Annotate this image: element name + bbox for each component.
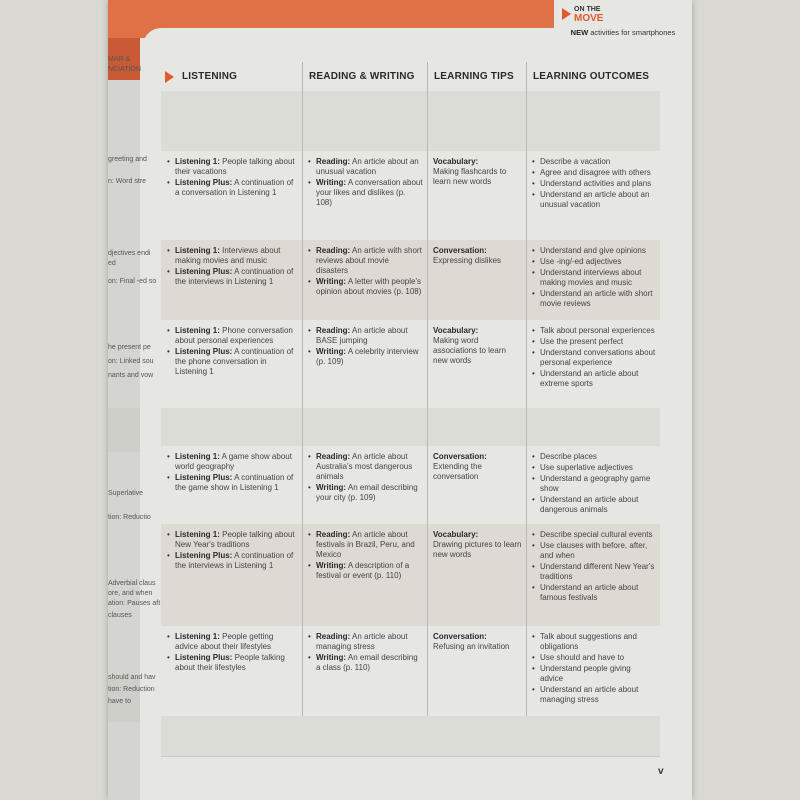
item-text: An email describing a class (p. 110): [316, 653, 418, 672]
list-item: [308, 452, 423, 482]
item-text: A continuation of the phone conversation in Listening 1: [175, 347, 294, 376]
learning-outcomes-cell: [527, 446, 660, 516]
outcome-item: • Understand conversations about personal experience: [532, 348, 656, 368]
left-strip-band: [108, 408, 140, 452]
outcome-item: • Understand people giving advice: [532, 664, 656, 684]
syllabus-table: [161, 62, 660, 704]
header-learning-tips: LEARNING TIPS: [434, 71, 514, 82]
outcome-item: • Understand different New Year's traditions: [532, 562, 656, 582]
outcome-item: • Understand an article about extreme sports: [532, 369, 656, 389]
reading-writing-cell: [303, 524, 427, 582]
left-column-fragment: djectives endi: [108, 250, 151, 257]
outcome-item: • Use the present perfect: [532, 337, 656, 347]
list-item: [308, 530, 423, 560]
listening-cell: [161, 446, 302, 494]
item-text: An article with short reviews about movie disasters: [316, 246, 422, 275]
tip-label: Vocabulary:: [433, 530, 479, 539]
item-text: Phone conversation about personal experiences: [175, 326, 293, 345]
header-listening: [161, 62, 302, 91]
tip-text: Extending the conversation: [433, 462, 482, 481]
left-column-fragment: tion: Reduction: [108, 686, 155, 693]
left-column-fragment: have to: [108, 698, 131, 705]
unit-banner-row: [161, 91, 660, 151]
list-item: [308, 326, 423, 346]
learning-outcomes-cell: [527, 626, 660, 706]
list-item: [167, 267, 298, 287]
list-item: [167, 452, 298, 472]
tip-text: Drawing pictures to learn new words: [433, 540, 522, 559]
item-label: Listening 1:: [175, 530, 220, 539]
tip-text: Making flashcards to learn new words: [433, 167, 507, 186]
item-label: Reading:: [316, 246, 351, 255]
learning-tip-cell: [428, 240, 526, 266]
item-text: People talking about their lifestyles: [175, 653, 285, 672]
left-column-fragment: greeting and: [108, 156, 147, 163]
left-column-fragment: NCIATION: [108, 66, 141, 73]
column-divider: [302, 62, 303, 716]
list-item: [308, 632, 423, 652]
listening-cell: [161, 151, 302, 199]
left-column-fragment: Adverbial claus: [108, 580, 156, 587]
list-item: [308, 178, 423, 208]
play-triangle-icon: [562, 8, 571, 20]
outcome-item: • Understand an article about managing stress: [532, 685, 656, 705]
reading-writing-cell: [303, 446, 427, 504]
item-label: Reading:: [316, 157, 351, 166]
list-item: [167, 246, 298, 266]
list-item: [308, 483, 423, 503]
table-row: [161, 626, 660, 716]
item-label: Listening Plus:: [175, 653, 233, 662]
item-label: Listening Plus:: [175, 267, 233, 276]
learning-tip-cell: [428, 320, 526, 366]
learning-tip-cell: [428, 626, 526, 652]
table-row: [161, 446, 660, 524]
item-label: Listening 1:: [175, 452, 220, 461]
left-column-fragment: he present pe: [108, 344, 151, 351]
item-text: A celebrity interview (p. 109): [316, 347, 419, 366]
outcome-item: • Understand an article with short movie reviews: [532, 289, 656, 309]
list-item: [308, 277, 423, 297]
outcome-item: • Understand activities and plans: [532, 179, 656, 189]
left-column-fragment: MAR &: [108, 56, 131, 63]
learning-outcomes-cell: [527, 151, 660, 211]
list-item: [167, 530, 298, 550]
logo-on-the: ON THE: [574, 6, 601, 13]
item-text: An email describing your city (p. 109): [316, 483, 418, 502]
item-text: A description of a festival or event (p. 110): [316, 561, 410, 580]
list-item: [167, 653, 298, 673]
table-row: [161, 524, 660, 626]
outcome-item: • Understand an article about an unusual vacation: [532, 190, 656, 210]
tip-text: Making word associations to learn new words: [433, 336, 506, 365]
left-column-fragment: ore, and when: [108, 590, 153, 597]
outcome-item: • Talk about personal experiences: [532, 326, 656, 336]
left-column-fragment: tion: Reductio: [108, 514, 151, 521]
list-item: [308, 246, 423, 276]
column-divider: [427, 62, 428, 716]
tip-text: Refusing an invitation: [433, 642, 510, 651]
listening-cell: [161, 524, 302, 572]
textbook-page: [108, 0, 692, 800]
list-item: [167, 473, 298, 493]
list-item: [308, 347, 423, 367]
tip-label: Conversation:: [433, 632, 487, 641]
outcome-item: • Describe special cultural events: [532, 530, 656, 540]
item-text: A continuation of the interviews in Listening 1: [175, 267, 294, 286]
learning-outcomes-cell: [527, 524, 660, 604]
item-label: Listening Plus:: [175, 347, 233, 356]
item-label: Listening Plus:: [175, 473, 233, 482]
list-item: [167, 157, 298, 177]
learning-outcomes-cell: [527, 240, 660, 310]
listening-cell: [161, 626, 302, 674]
item-label: Listening 1:: [175, 632, 220, 641]
learning-tip-cell: [428, 446, 526, 482]
tip-label: Conversation:: [433, 246, 487, 255]
outcome-item: • Use clauses with before, after, and when: [532, 541, 656, 561]
item-text: Interviews about making movies and music: [175, 246, 281, 265]
item-label: Reading:: [316, 452, 351, 461]
item-text: An article about an unusual vacation: [316, 157, 419, 176]
item-text: A game show about world geography: [175, 452, 292, 471]
header-label: LISTENING: [182, 71, 238, 82]
item-text: A continuation of the game show in Listening 1: [175, 473, 294, 492]
learning-outcomes-cell: [527, 320, 660, 390]
item-text: An article about festivals in Brazil, Peru, and Mexico: [316, 530, 415, 559]
outcome-item: • Understand a geography game show: [532, 474, 656, 494]
on-the-move-subtitle: [554, 28, 692, 37]
left-column-fragment: Superlative: [108, 490, 144, 497]
item-label: Listening Plus:: [175, 178, 233, 187]
table-row: [161, 320, 660, 408]
item-label: Writing:: [316, 178, 347, 187]
outcome-item: • Understand an article about famous festivals: [532, 583, 656, 603]
outcome-item: • Use superlative adjectives: [532, 463, 656, 473]
tip-label: Vocabulary:: [433, 326, 479, 335]
item-label: Reading:: [316, 326, 351, 335]
outcome-item: • Use should and have to: [532, 653, 656, 663]
item-label: Listening 1:: [175, 246, 220, 255]
item-label: Writing:: [316, 347, 347, 356]
page-number: v: [658, 766, 664, 777]
list-item: [167, 632, 298, 652]
item-text: People talking about New Year's traditions: [175, 530, 295, 549]
left-column-fragment: ed: [108, 260, 116, 267]
outcome-item: • Use -ing/-ed adjectives: [532, 257, 656, 267]
header-reading-writing: READING & WRITING: [309, 71, 415, 82]
item-label: Writing:: [316, 561, 347, 570]
list-item: [167, 347, 298, 377]
left-column-fragment: n: Word stre: [108, 178, 146, 185]
listening-cell: [161, 240, 302, 288]
reading-writing-cell: [303, 320, 427, 368]
item-label: Reading:: [316, 632, 351, 641]
reading-writing-cell: [303, 240, 427, 298]
left-column-fragment: should and hav: [108, 674, 156, 681]
item-text: A continuation of the interviews in Listening 1: [175, 551, 294, 570]
table-row: [161, 240, 660, 320]
left-column-fragment: on: Final -ed so: [108, 278, 157, 285]
outcome-item: • Understand and give opinions: [532, 246, 656, 256]
reading-writing-cell: [303, 626, 427, 674]
listening-cell: [161, 320, 302, 378]
learning-tip-cell: [428, 524, 526, 560]
tip-label: Vocabulary:: [433, 157, 479, 166]
item-text: People getting advice about their lifestyles: [175, 632, 274, 651]
reading-writing-cell: [303, 151, 427, 209]
list-item: [167, 326, 298, 346]
item-label: Listening 1:: [175, 157, 220, 166]
new-label: NEW: [570, 28, 589, 37]
item-label: Reading:: [316, 530, 351, 539]
play-triangle-icon: [165, 71, 174, 83]
on-the-move-logo: [562, 6, 603, 24]
table-row: [161, 151, 660, 240]
left-column-fragment: clauses: [108, 612, 132, 619]
list-item: [167, 551, 298, 571]
item-label: Listening Plus:: [175, 551, 233, 560]
item-text: A letter with people's opinion about movies (p. 108): [316, 277, 422, 296]
table-header: [161, 62, 660, 91]
tip-label: Conversation:: [433, 452, 487, 461]
header-learning-outcomes: LEARNING OUTCOMES: [533, 71, 650, 82]
column-divider: [526, 62, 527, 716]
item-label: Writing:: [316, 277, 347, 286]
outcome-item: • Describe places: [532, 452, 656, 462]
item-text: People talking about their vacations: [175, 157, 295, 176]
list-item: [308, 653, 423, 673]
list-item: [308, 157, 423, 177]
item-label: Listening 1:: [175, 326, 220, 335]
on-the-move-box: [554, 0, 692, 40]
list-item: [167, 178, 298, 198]
item-text: An article about BASE jumping: [316, 326, 408, 345]
outcome-item: • Understand an article about dangerous animals: [532, 495, 656, 515]
list-item: [308, 561, 423, 581]
left-column-fragment: ation: Pauses aft: [108, 600, 161, 607]
outcome-item: • Describe a vacation: [532, 157, 656, 167]
learning-tip-cell: [428, 151, 526, 187]
item-label: Writing:: [316, 483, 347, 492]
item-text: A conversation about your likes and dislikes (p. 108): [316, 178, 423, 207]
item-label: Writing:: [316, 653, 347, 662]
unit-banner-row: [161, 716, 660, 757]
left-column-fragment: nants and vow: [108, 372, 154, 379]
subtitle-text: activities for smartphones: [590, 28, 676, 37]
outcome-item: • Talk about suggestions and obligations: [532, 632, 656, 652]
left-column-fragment: on: Linked sou: [108, 358, 154, 365]
unit-banner-row: [161, 408, 660, 446]
tip-text: Expressing dislikes: [433, 256, 502, 265]
item-text: A continuation of a conversation in Listening 1: [175, 178, 294, 197]
item-text: An article about managing stress: [316, 632, 408, 651]
outcome-item: • Agree and disagree with others: [532, 168, 656, 178]
item-text: An article about Australia's most dangerous animals: [316, 452, 413, 481]
logo-move: MOVE: [574, 13, 604, 24]
outcome-item: • Understand interviews about making movies and music: [532, 268, 656, 288]
